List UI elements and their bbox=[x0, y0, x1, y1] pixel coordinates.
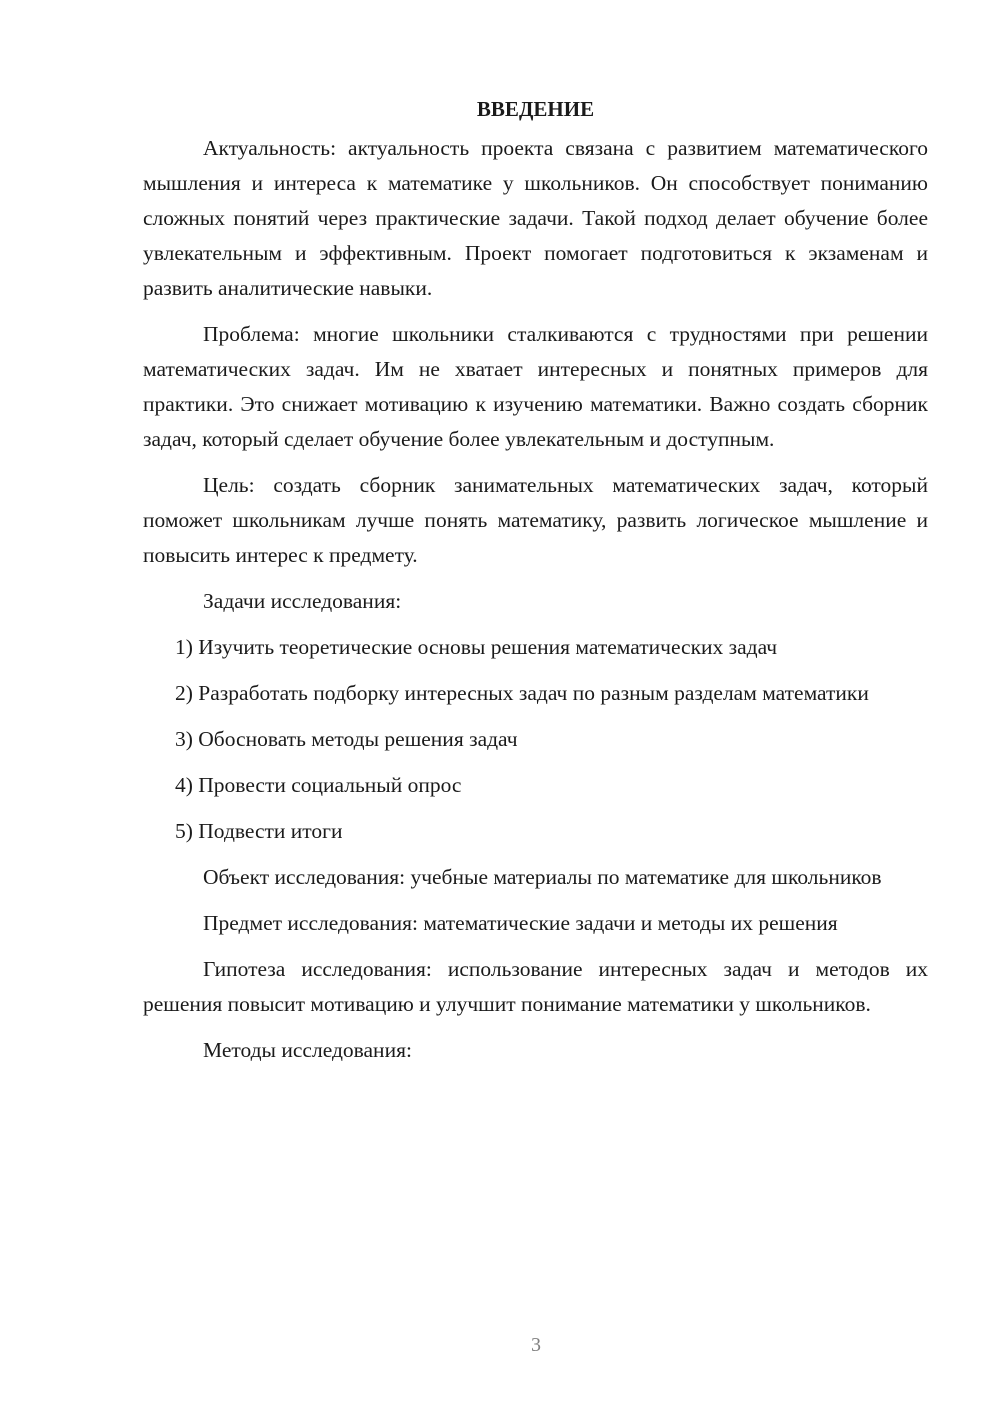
list-item: 4) Провести социальный опрос bbox=[175, 773, 462, 797]
paragraph-problem: Проблема: многие школьники сталкиваются с трудностями при решении математических задач. Им не хватает интересных и понятных примеров для практики. Это снижает мотивацию к изучению математики. Важно создать сборник задач, который сделает обучение более увлекательным и доступным. bbox=[143, 322, 928, 451]
methods-heading: Методы исследования: bbox=[203, 1038, 412, 1062]
page-number: 3 bbox=[531, 1334, 541, 1356]
list-item: 1) Изучить теоретические основы решения математических задач bbox=[175, 635, 778, 659]
document-title: ВВЕДЕНИЕ bbox=[476, 97, 595, 121]
paragraph-subject: Предмет исследования: математические задачи и методы их решения bbox=[203, 911, 838, 935]
paragraph-object: Объект исследования: учебные материалы по математике для школьников bbox=[203, 865, 882, 889]
paragraph-hypothesis: Гипотеза исследования: использование интересных задач и методов их решения повысит мотивацию и улучшит понимание математики у школьников. bbox=[143, 957, 928, 1016]
document-page bbox=[143, 92, 928, 1079]
tasks-list bbox=[143, 630, 928, 849]
tasks-heading: Задачи исследования: bbox=[203, 589, 402, 613]
list-item: 3) Обосновать методы решения задач bbox=[175, 727, 518, 751]
list-item: 5) Подвести итоги bbox=[175, 819, 343, 843]
list-item: 2) Разработать подборку интересных задач по разным разделам математики bbox=[175, 681, 869, 705]
paragraph-relevance: Актуальность: актуальность проекта связана с развитием математического мышления и интереса к математике у школьников. Он способствует пониманию сложных понятий через практические задачи. Такой подход делает обучение более увлекательным и эффективным. Проект помогает подготовиться к экзаменам и развить аналитические навыки. bbox=[143, 136, 928, 300]
paragraph-goal: Цель: создать сборник занимательных математических задач, который поможет школьникам лучше понять математику, развить логическое мышление и повысить интерес к предмету. bbox=[143, 473, 928, 567]
